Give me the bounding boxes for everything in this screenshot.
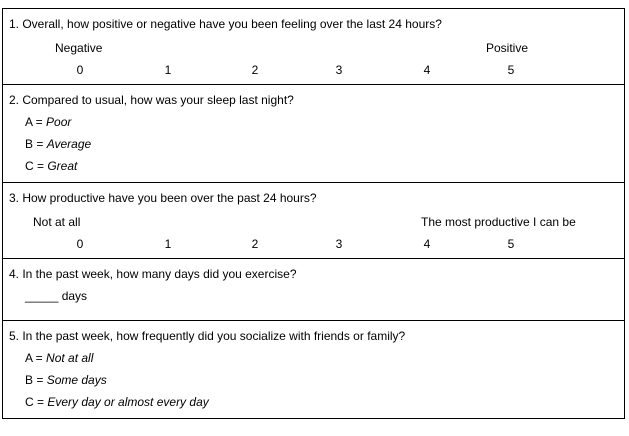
scale-value-0: 0: [76, 63, 84, 77]
option-value: Great: [47, 159, 78, 173]
scale-high-label: Positive: [486, 41, 529, 55]
question-3-text: 3. How productive have you been over the past 24 hours?: [9, 191, 317, 205]
option-c: [25, 395, 209, 409]
option-value: Poor: [46, 115, 72, 129]
option-key: A =: [25, 351, 47, 365]
question-1-text: 1. Overall, how positive or negative have you been feeling over the last 24 hours?: [9, 17, 442, 31]
scale-value-2: 2: [251, 63, 259, 77]
option-key: C =: [25, 395, 48, 409]
option-value: Some days: [46, 373, 107, 387]
option-value: Every day or almost every day: [47, 395, 209, 409]
option-key: B =: [25, 373, 47, 387]
scale-low-label: Negative: [55, 41, 103, 55]
option-key: A =: [25, 115, 47, 129]
question-4-text: 4. In the past week, how many days did you exercise?: [9, 267, 297, 281]
option-value: Not at all: [46, 351, 94, 365]
scale-high-label: The most productive I can be: [421, 215, 576, 229]
answer-blank: _____ days: [25, 289, 88, 303]
scale-value-3: 3: [335, 63, 343, 77]
option-key: C =: [25, 159, 48, 173]
question-2-text: 2. Compared to usual, how was your sleep last night?: [9, 93, 294, 107]
question-5-text: 5. In the past week, how frequently did you socialize with friends or family?: [9, 329, 406, 343]
scale-value-3: 3: [335, 237, 343, 251]
scale-value-4: 4: [423, 237, 431, 251]
option-a: [25, 115, 71, 129]
scale-value-1: 1: [164, 63, 172, 77]
question-4: [3, 259, 624, 321]
option-value: Average: [46, 137, 92, 151]
scale-value-4: 4: [423, 63, 431, 77]
option-b: [25, 373, 107, 387]
option-key: B =: [25, 137, 47, 151]
question-5: [3, 321, 624, 419]
scale-value-5: 5: [507, 237, 515, 251]
scale-value-5: 5: [507, 63, 515, 77]
question-1: [3, 9, 624, 85]
option-c: [25, 159, 77, 173]
scale-value-1: 1: [164, 237, 172, 251]
question-3: [3, 183, 624, 259]
scale-low-label: Not at all: [33, 215, 81, 229]
scale-value-2: 2: [251, 237, 259, 251]
question-2: [3, 85, 624, 183]
survey-table: [2, 8, 625, 419]
scale-value-0: 0: [76, 237, 84, 251]
option-b: [25, 137, 91, 151]
option-a: [25, 351, 93, 365]
